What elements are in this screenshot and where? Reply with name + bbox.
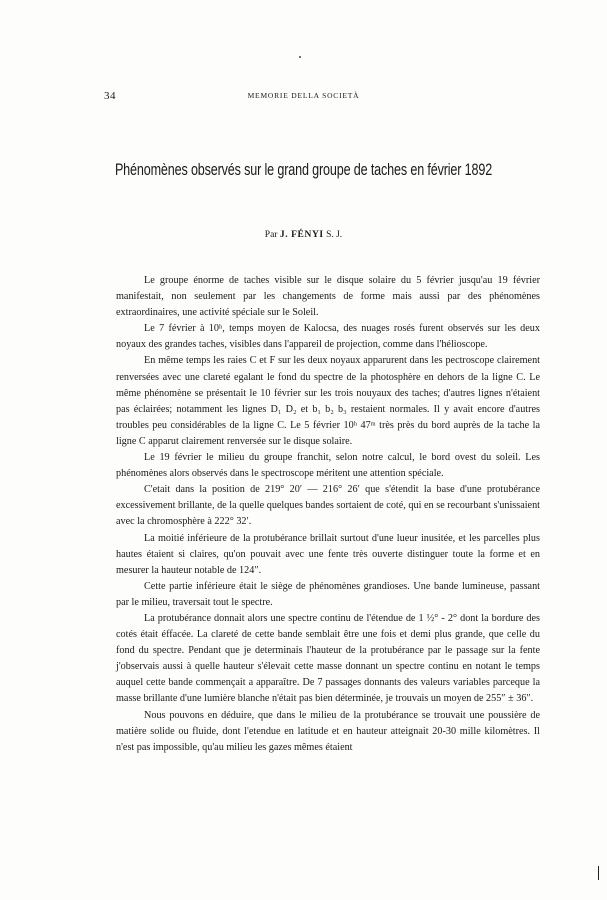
- print-speck: [299, 56, 301, 58]
- page-number: 34: [104, 90, 116, 102]
- article-body: [116, 273, 540, 756]
- author-name: J. FÉNYI: [279, 230, 324, 240]
- paragraph: La protubérance donnait alors une spectre continu de l'étendue de 1 ½° - 2° dont la bordure des cotés était éffacée. La clareté de cette bande semblait être une fois et demi plus grande, que celle du fond du spectre. Pendant que je determinais l'hauteur de la protubérance par le passage sur la fente j'observais aussi à quelle hauteur s'élevait cette masse donnant un spectre continu en notant le temps auquel cette bande commençait a apparaître. De 7 passages donnants des valeurs variables parceque la masse brillante d'une lumière blanche n'était pas bien déterminée, je trouvais un moyen de 255″ ± 36″.: [116, 612, 540, 705]
- paragraph: En même temps les raies C et F sur les deux noyaux apparurent dans les pectroscope clairement renversées avec une clareté egalant le fond du spectre de la photosphère en dehors de la ligne C. Le même phénomène se présentait le 10 février sur les trois nouyaux des taches; d'autres lignes n'étaient pas éclairées; notamment les lignes D₁ D₂ et b₁ b₂ b₃ restaient normales. Il y avait encore d'autres troubles peu considérables de la ligne C. Le 5 février 10ʰ 47ᵐ très près du bord auprès de la tache la ligne C apparut clairement renversée sur le disque solaire.: [116, 355, 540, 447]
- author-line: [0, 230, 607, 240]
- paragraph: La moitié inférieure de la protubérance brillait surtout d'une lueur inusitée, et les parcelles plus hautes étaient si claires, qu'on pouvait avec une fente très ouverte distinguer toute la forme et en mesurer la hauteur notable de 124″.: [116, 532, 540, 576]
- author-suffix: S. J.: [326, 230, 343, 240]
- paragraph: C'etait dans la position de 219° 20′ — 216° 26′ que s'étendit la base d'une protubérance excessivement brillante, de la quelle quelques bandes sortaient de coté, qui en se recourbant s'unissaient avec la chromosphère à 222° 32′.: [116, 484, 540, 528]
- article-title: Phénomènes observés sur le grand groupe de taches en février 1892: [114, 160, 493, 179]
- page-edge-mark: [598, 866, 599, 880]
- author-prefix: Par: [264, 230, 278, 240]
- paragraph: Nous pouvons en déduire, que dans le milieu de la protubérance se trouvait une poussière de matière solide ou fluide, dont l'etendue en latitude et en hauteur atteignait 20-30 mille kilomètres. Il n'est pas impossible, qu'au milieu les gazes mêmes étaient: [116, 709, 540, 753]
- paragraph: Cette partie inférieure était le siège de phénomènes grandioses. Une bande lumineuse, passant par le milieu, traversait tout le spectre.: [116, 580, 540, 608]
- paragraph: Le groupe énorme de taches visible sur le disque solaire du 5 février jusqu'au 19 février manifestait, non seulement par les changements de forme mais aussi par des phénomènes extraordinaires, une activité spéciale sur le Soleil.: [116, 275, 540, 319]
- paragraph: Le 7 février à 10ʰ, temps moyen de Kalocsa, des nuages rosés furent observés sur les deux noyaux des grandes taches, visibles dans l'appareil de projection, comme dans l'hélioscope.: [116, 323, 540, 351]
- paragraph: Le 19 février le milieu du groupe franchit, selon notre calcul, le bord ovest du soleil. Les phénomènes alors observés dans le spectroscope méritent une attention spéciale.: [116, 452, 540, 480]
- running-head: MEMORIE DELLA SOCIETÀ: [247, 91, 360, 100]
